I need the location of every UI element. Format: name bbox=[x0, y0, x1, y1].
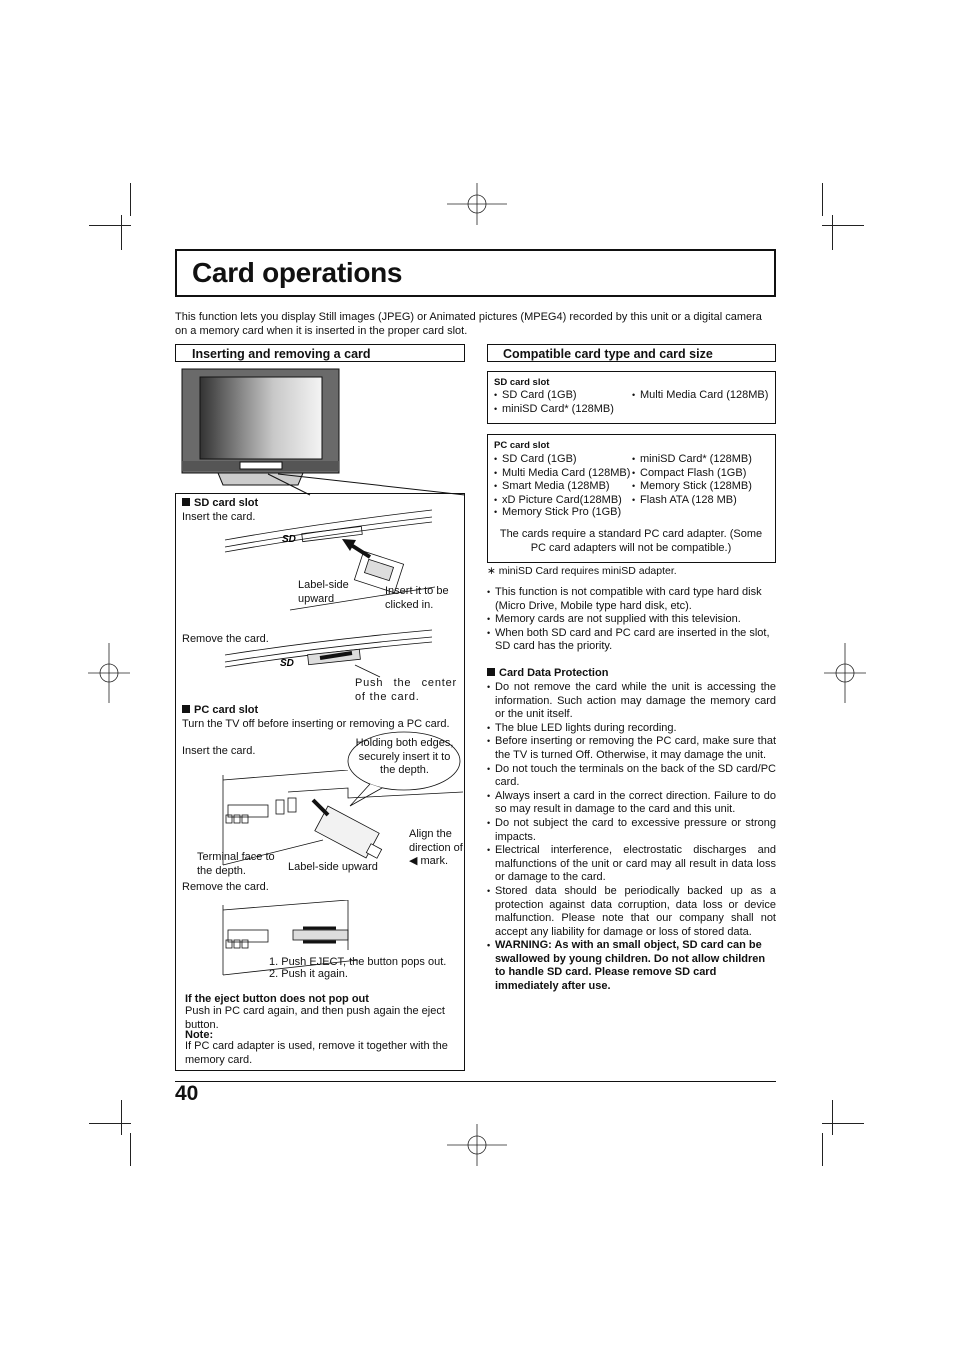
list-item: • SD Card (1GB) bbox=[494, 389, 634, 403]
square-bullet-icon bbox=[182, 705, 190, 713]
square-bullet-icon bbox=[182, 498, 190, 506]
list-item: • Compact Flash (1GB) bbox=[632, 467, 772, 481]
list-item: • Do not subject the card to excessive pressure or strong impacts. bbox=[487, 817, 776, 844]
remove-card-pc: Remove the card. bbox=[182, 881, 269, 893]
list-item: • miniSD Card* (128MB) bbox=[494, 403, 634, 417]
sd-slot-label: SD card slot bbox=[194, 497, 259, 509]
page-number: 40 bbox=[175, 1082, 199, 1105]
square-bullet-icon bbox=[487, 668, 495, 676]
protection-heading bbox=[487, 667, 608, 681]
intro-text: This function lets you display Still images (JPEG) or Animated pictures (MPEG4) recorded by this unit or a digital camera on a memory card when it is inserted in the proper card slot. bbox=[175, 311, 762, 337]
pc-turn-off-text: Turn the TV off before inserting or removing a PC card. bbox=[182, 718, 450, 730]
section-heading-compatible: Compatible card type and card size bbox=[487, 344, 776, 362]
push-again-text: 2. Push it again. bbox=[269, 968, 348, 980]
tv-illustration bbox=[178, 367, 468, 497]
list-item: • Do not remove the card while the unit is accessing the information. Such action may damage the memory card or the unit itself. bbox=[487, 681, 776, 722]
pc-box-col2 bbox=[632, 453, 772, 507]
eject-heading: If the eject button does not pop out bbox=[185, 993, 369, 1005]
sd-box-title: SD card slot bbox=[494, 377, 550, 388]
list-item: • Memory Stick Pro (1GB) bbox=[494, 507, 634, 518]
align-direction-text: Align the direction of ◀ mark. bbox=[409, 828, 463, 867]
pc-slot-label: PC card slot bbox=[194, 704, 259, 716]
note-heading: Note: bbox=[185, 1029, 214, 1041]
pc-box-title: PC card slot bbox=[494, 440, 550, 451]
list-item: • The blue LED lights during recording. bbox=[487, 722, 776, 736]
label-side-upward-pc: Label-side upward bbox=[288, 861, 378, 873]
sd-logo-bottom: SD bbox=[280, 658, 294, 669]
eject-text: Push in PC card again, and then push again the eject button. bbox=[185, 1005, 445, 1031]
footer-rule bbox=[175, 1081, 776, 1082]
title-box bbox=[175, 249, 776, 297]
minisd-note: ∗ miniSD Card requires miniSD adapter. bbox=[487, 565, 677, 577]
insert-card-pc: Insert the card. bbox=[182, 745, 256, 757]
list-item: • Memory Stick (128MB) bbox=[632, 480, 772, 494]
general-notes-list bbox=[487, 586, 776, 654]
list-item: • Flash ATA (128 MB) bbox=[632, 494, 772, 508]
sd-remove-illustration bbox=[220, 625, 440, 680]
list-item: • Electrical interference, electrostatic discharges and malfunctions of the unit or card may all result in data loss or damage to the card. bbox=[487, 844, 776, 885]
section-heading-inserting: Inserting and removing a card bbox=[175, 344, 465, 362]
list-item: • Memory cards are not supplied with this television. bbox=[487, 613, 776, 627]
page-title: Card operations bbox=[192, 257, 403, 288]
pc-adapter-note: The cards require a standard PC card adapter. (Some PC card adapters will not be compatible.) bbox=[499, 528, 763, 554]
pc-box-col1 bbox=[494, 453, 634, 518]
insert-clicked-text: Insert it to be clicked in. bbox=[385, 585, 449, 611]
sd-box-col1 bbox=[494, 389, 634, 416]
remove-card-sd: Remove the card. bbox=[182, 633, 269, 645]
protection-heading-label: Card Data Protection bbox=[499, 667, 609, 679]
holding-edges-text: Holding both edges, securely insert it to the depth. bbox=[355, 737, 454, 776]
list-item: • SD Card (1GB) bbox=[494, 453, 634, 467]
push-eject-text: 1. Push EJECT, the button pops out. bbox=[269, 956, 447, 968]
label-side-upward-sd: Label-side upward bbox=[298, 579, 349, 605]
sd-compat-box bbox=[487, 371, 776, 424]
list-item: • When both SD card and PC card are inserted in the slot, SD card has the priority. bbox=[487, 627, 776, 654]
list-item: • Multi Media Card (128MB) bbox=[632, 389, 772, 403]
protection-list bbox=[487, 681, 776, 994]
list-item: • Smart Media (128MB) bbox=[494, 480, 634, 494]
list-item: • Before inserting or removing the PC card, make sure that the TV is turned Off. Otherwise, it may damage the unit. bbox=[487, 735, 776, 762]
list-item: • Multi Media Card (128MB) bbox=[494, 467, 634, 481]
terminal-face-text: Terminal face to the depth. bbox=[197, 851, 275, 877]
sd-box-col2 bbox=[632, 389, 772, 403]
pc-compat-box bbox=[487, 434, 776, 563]
list-item: • xD Picture Card(128MB) bbox=[494, 494, 634, 508]
list-item: • Stored data should be periodically backed up as a protection against data corruption, data loss or device malfunction. Please note that our company shall not accept any liability for damage or loss of stored data. bbox=[487, 885, 776, 939]
sd-logo-top: SD bbox=[282, 534, 296, 545]
list-item: • miniSD Card* (128MB) bbox=[632, 453, 772, 467]
note-text: If PC card adapter is used, remove it together with the memory card. bbox=[185, 1040, 448, 1066]
warning-item: • WARNING: As with an small object, SD card can be swallowed by young children. Do not allow children to handle SD card. Please remove SD card immediately after use. bbox=[487, 939, 776, 993]
push-center-text: Push the center of the card. bbox=[355, 677, 457, 703]
list-item: • Do not touch the terminals on the back of the SD card/PC card. bbox=[487, 763, 776, 790]
list-item: • Always insert a card in the correct direction. Failure to do so may result in damage to the card and this unit. bbox=[487, 790, 776, 817]
pc-slot-heading bbox=[182, 704, 258, 718]
list-item: • This function is not compatible with card type hard disk (Micro Drive, Mobile type hard disk, etc). bbox=[487, 586, 776, 613]
insert-card-sd: Insert the card. bbox=[182, 511, 256, 523]
